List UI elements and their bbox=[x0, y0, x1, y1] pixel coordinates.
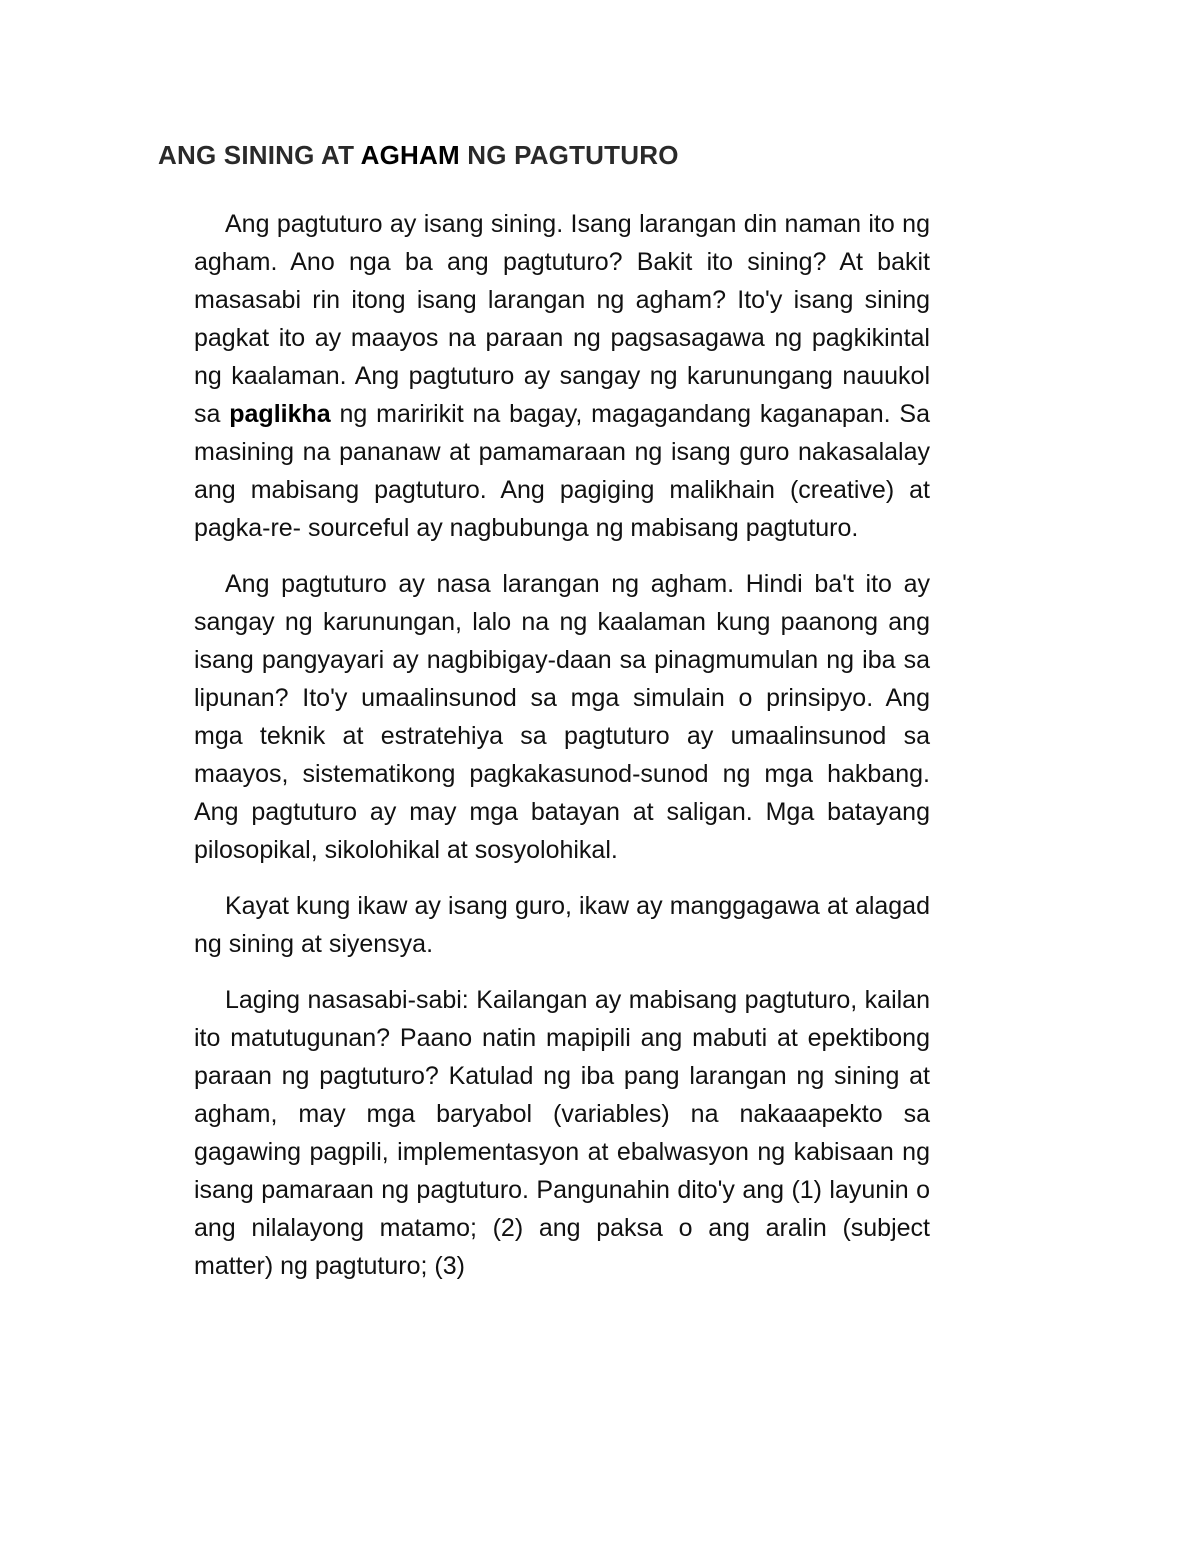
title-part-after: NG PAGTUTURO bbox=[459, 140, 679, 170]
title-emphasis-word: AGHAM bbox=[360, 140, 460, 170]
paragraph-4: Laging nasasabi-sabi: Kailangan ay mabisang pagtuturo, kailan ito matutugunan? Paano natin mapipili ang mabuti at epektibong paraan ng pagtuturo? Katulad ng iba pang larangan ng sining at agham, may mga baryabol (variables) na nakaaapekto sa gagawing pagpili, implementasyon at ebalwasyon ng kabisaan ng isang pamaraan ng pagtuturo. Pangunahin dito'y ang (1) layunin o ang nilalayong matamo; (2) ang paksa o ang aralin (subject matter) ng pagtuturo; (3) bbox=[194, 986, 930, 1280]
paragraph-1-emphasis: paglikha bbox=[229, 400, 331, 428]
document-title bbox=[158, 140, 679, 171]
paragraph-1 bbox=[194, 205, 930, 547]
paragraph-3: Kayat kung ikaw ay isang guro, ikaw ay manggagawa at alagad ng sining at siyensya. bbox=[194, 892, 930, 958]
title-part-before: ANG SINING AT bbox=[158, 140, 361, 170]
document-body bbox=[194, 205, 930, 1285]
paragraph-1-before: Ang pagtuturo ay isang sining. Isang larangan din naman ito ng agham. Ano nga ba ang pagtuturo? Bakit ito sining? At bakit masasabi rin itong isang larangan ng agham? Ito'y isang sining pagkat ito ay maayos na paraan ng pagsasagawa ng pagkikintal ng kaalaman. Ang pagtuturo ay sangay ng karunungang nauukol sa bbox=[194, 210, 930, 428]
paragraph-1-after: ng maririkit na bagay, magagandang kaganapan. Sa masining na pananaw at pamamaraan ng isang guro nakasalalay ang mabisang pagtuturo. Ang pagiging malikhain (creative) at pagka-re- sourceful ay nagbubunga ng mabisang pagtuturo. bbox=[194, 400, 930, 542]
paragraph-2: Ang pagtuturo ay nasa larangan ng agham. Hindi ba't ito ay sangay ng karunungan, lalo na ng kaalaman kung paanong ang isang pangyayari ay nagbibigay-daan sa pinagmumulan ng iba sa lipunan? Ito'y umaalinsunod sa mga simulain o prinsipyo. Ang mga teknik at estratehiya sa pagtuturo ay umaalinsunod sa maayos, sistematikong pagkakasunod-sunod ng mga hakbang. Ang pagtuturo ay may mga batayan at saligan. Mga batayang pilosopikal, sikolohikal at sosyolohikal. bbox=[194, 570, 930, 864]
